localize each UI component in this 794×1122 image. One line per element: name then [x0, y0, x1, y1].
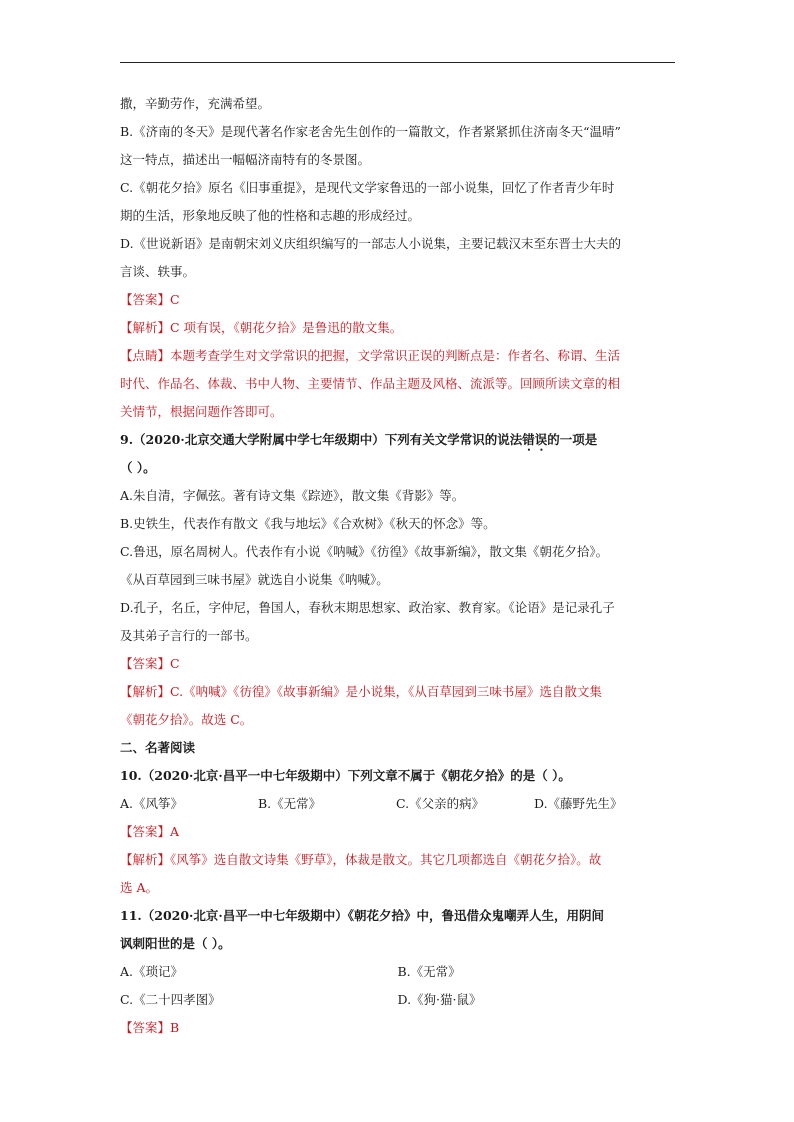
q9-option-c-cont: 《从百草园到三味书屋》就选自小说集《呐喊》。	[120, 572, 389, 587]
q10-option-c: C.《父亲的病》	[396, 796, 485, 811]
q9-stem	[120, 426, 675, 454]
q8-tip-line: 时代、作品名、体裁、书中人物、主要情节、作品主题及风格、流派等。回顾所读文章的相	[120, 376, 621, 391]
q8-answer: 【答案】C	[120, 292, 180, 307]
q9-analysis-line: 【解析】C.《呐喊》《彷徨》《故事新编》是小说集，《从百草园到三味书屋》选自散文集	[120, 684, 602, 699]
document-body	[120, 90, 675, 1042]
q9-option-d-cont: 及其弟子言行的一部书。	[120, 628, 258, 643]
q10-options	[120, 790, 675, 818]
q9-stem-prefix: 9.（2020·北京交通大学附属中学七年级期中）下列有关文学常识的说法	[120, 432, 523, 447]
q8-analysis: 【解析】C 项有误，《朝花夕拾》是鲁迅的散文集。	[120, 320, 403, 335]
q9-option-d: D.孔子，名丘，字仲尼，鲁国人，春秋末期思想家、政治家、教育家。《论语》是记录孔子	[120, 600, 615, 615]
q9-option-c: C.鲁迅，原名周树人。代表作有小说《呐喊》《彷徨》《故事新编》，散文集《朝花夕拾》。	[120, 544, 609, 559]
q10-option-a: A.《风筝》	[120, 796, 184, 811]
q9-stem-blank: （ ）。	[120, 460, 156, 475]
q11-option-b: B.《无常》	[397, 964, 461, 979]
text-line: 言谈、轶事。	[120, 264, 196, 279]
text-line: 这一特点，描述出一幅幅济南特有的冬景图。	[120, 152, 371, 167]
q10-answer: 【答案】A	[120, 824, 180, 839]
q10-option-d: D.《藤野先生》	[534, 796, 623, 811]
q8-tip-line: 【点睛】本题考查学生对文学常识的把握，文学常识正误的判断点是：作者名、称谓、生活	[120, 348, 621, 363]
q11-option-a: A.《琐记》	[120, 964, 184, 979]
q9-answer: 【答案】C	[120, 656, 180, 671]
q10-option-b: B.《无常》	[258, 796, 322, 811]
q11-options-row2	[120, 986, 675, 1014]
text-line: 期的生活，形象地反映了他的性格和志趣的形成经过。	[120, 208, 421, 223]
section-title: 二、名著阅读	[120, 740, 196, 755]
q11-options-row1	[120, 958, 675, 986]
text-line: 撒，辛勤劳作，充满希望。	[120, 96, 271, 111]
option-c-line: C.《朝花夕拾》原名《旧事重提》，是现代文学家鲁迅的一部小说集，回忆了作者青少年时	[120, 180, 615, 195]
q10-analysis-line: 选 A。	[120, 880, 159, 895]
q8-tip-line: 关情节，根据问题作答即可。	[120, 404, 283, 419]
q9-stem-emphasis: 错误	[522, 432, 548, 447]
q9-stem-suffix: 的一项是	[547, 432, 598, 447]
q11-stem-line: 讽刺阳世的是（ ）。	[120, 936, 231, 951]
q11-answer: 【答案】B	[120, 1020, 180, 1035]
q9-analysis-line: 《朝花夕拾》。故选 C。	[120, 712, 253, 727]
q11-option-d: D.《狗·猫·鼠》	[397, 992, 482, 1007]
q9-option-b: B.史铁生，代表作有散文《我与地坛》《合欢树》《秋天的怀念》等。	[120, 516, 496, 531]
option-b-line: B.《济南的冬天》是现代著名作家老舍先生创作的一篇散文，作者紧紧抓住济南冬天“温晴”	[120, 124, 621, 139]
option-d-line: D.《世说新语》是南朝宋刘义庆组织编写的一部志人小说集，主要记载汉末至东晋士大夫的	[120, 236, 622, 251]
header-rule	[120, 62, 675, 63]
q11-option-c: C.《二十四孝图》	[120, 992, 221, 1007]
q10-stem: 10.（2020·北京·昌平一中七年级期中）下列文章不属于《朝花夕拾》的是（ ）。	[120, 768, 571, 783]
q11-stem-line: 11.（2020·北京·昌平一中七年级期中）《朝花夕拾》中，鲁迅借众鬼嘲弄人生，用阴间	[120, 908, 604, 923]
q9-option-a: A.朱自清，字佩弦。著有诗文集《踪迹》，散文集《背影》等。	[120, 488, 465, 503]
q10-analysis-line: 【解析】《风筝》选自散文诗集《野草》，体裁是散文。其它几项都选自《朝花夕拾》。故	[120, 852, 602, 867]
